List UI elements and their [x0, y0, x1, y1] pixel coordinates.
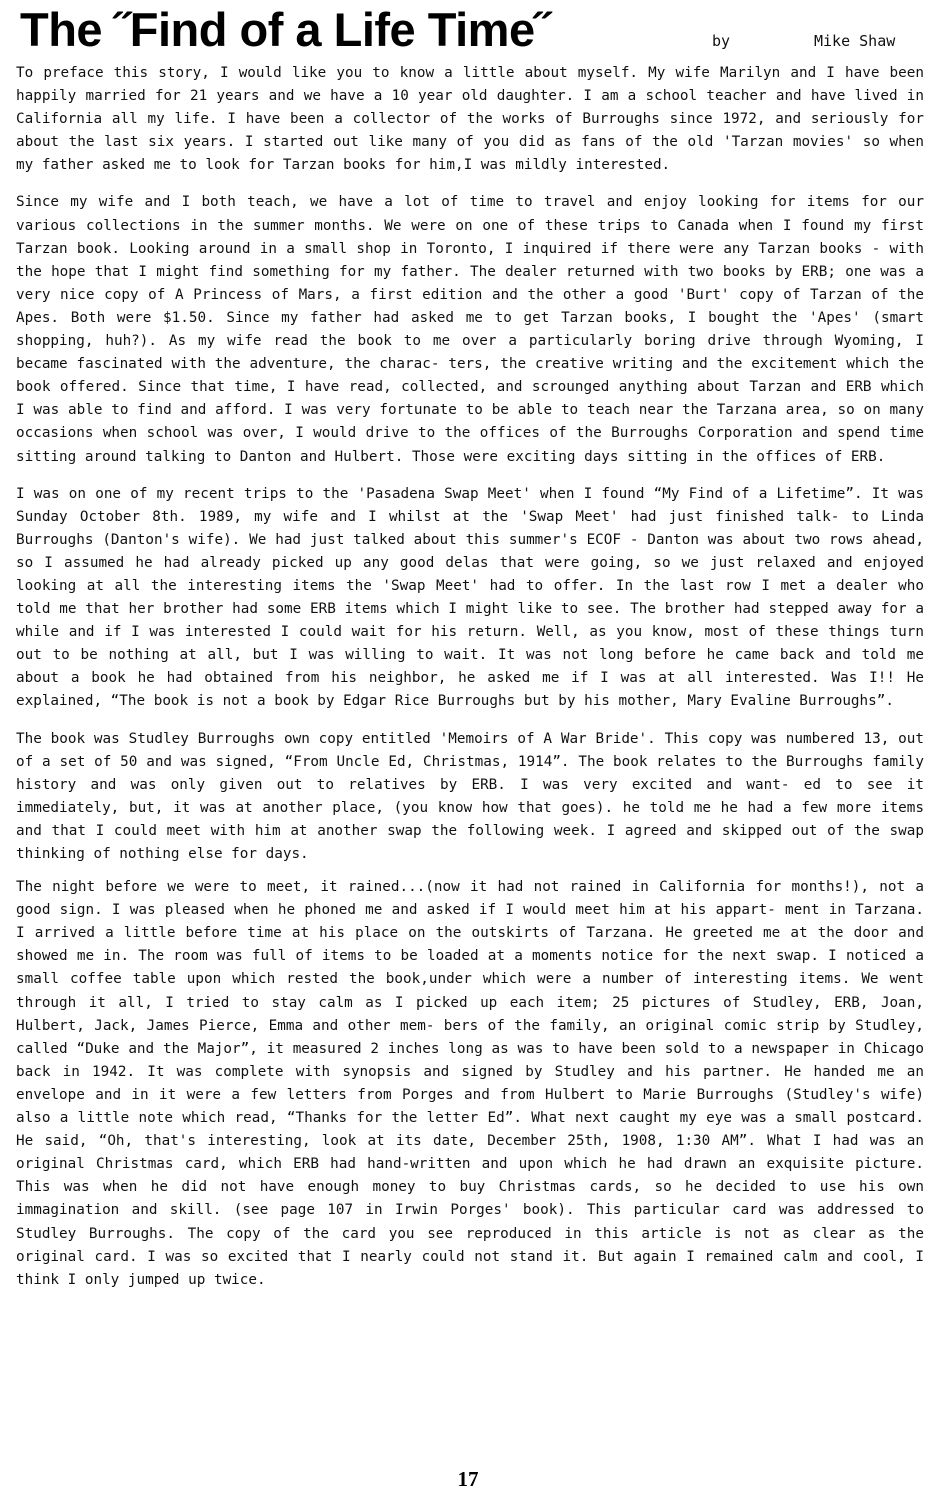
- page-number: 17: [457, 1467, 479, 1491]
- author-name: Mike Shaw: [814, 32, 896, 50]
- article-title: The ˝Find of a Life Time˝: [20, 3, 550, 56]
- byline-by: by: [712, 32, 731, 50]
- paragraph-5: The night before we were to meet, it rained...(now it had not rained in California for months!), not a good sign. I was pleased when he phoned me and asked if I would meet him at his appart- ment in Tarzana. I arrived a little before time at his place on the outskirts of Tarzana. He greeted me at the door and showed me in. The room was full of items to be loaded at a moments notice for the next swap. I noticed a small coffee table upon which rested the book,under which were a number of interesting items. We went through it all, I tried to stay calm as I picked up each item; 25 pictures of Studley, ERB, Joan, Hulbert, Jack, James Pierce, Emma and other mem- bers of the family, an original comic strip by Studley, called “Duke and the Major”, it measured 2 inches long as was to have been sold to a newspaper in Chicago back in 1942. It was complete with synopsis and signed by Studley and his partner. He handed me an envelope and in it were a few letters from Porges and from Hulbert to Marie Burroughs (Studley's wife) also a little note which read, “Thanks for the letter Ed”. What next caught my eye was a small postcard. He said, “Oh, that's interesting, look at its date, December 25th, 1908, 1:30 AM”. What I had was an original Christmas card, which ERB had hand-written and upon which he had drawn an exquisite picture. This was when he did not have enough money to buy Christmas cards, so he decided to use his own immagination and skill. (see page 107 in Irwin Porges' book). This particular card was addressed to Studley Burroughs. The copy of the card you see reproduced in this article is not as clear as the original card. I was so excited that I nearly could not stand it. But again I remained calm and cool, I think I only jumped up twice.: [16, 879, 924, 1288]
- article-body: [16, 62, 924, 1306]
- paragraph-3: I was on one of my recent trips to the 'Pasadena Swap Meet' when I found “My Find of a Lifetime”. It was Sunday October 8th. 1989, my wife and I whilst at the 'Swap Meet' had just finished talk- to Linda Burroughs (Danton's wife). We had just talked about this summer's ECOF - Danton was about two rows ahead, so I assumed he had already picked up any good delas that were going, so we just relaxed and enjoyed looking at all the interesting items the 'Swap Meet' had to offer. In the last row I met a dealer who told me that her brother had some ERB items which I might like to see. The brother had stepped away for a while and if I was interested I could wait for his return. Well, as you know, most of these things turn out to be nothing at all, but I was willing to wait. It was not long before he came back and told me about a book he had obtained from his neighbor, he asked me if I was at all interested. Was I!! He explained, “The book is not a book by Edgar Rice Burroughs but by his mother, Mary Evaline Burroughs”.: [16, 485, 924, 710]
- paragraph-2: Since my wife and I both teach, we have a lot of time to travel and enjoy looking for items for our various collections in the summer months. We were on one of these trips to Canada when I found my first Tarzan book. Looking around in a small shop in Toronto, I inquired if there were any Tarzan books - with the hope that I might find something for my father. The dealer returned with two books by ERB; one was a very nice copy of A Princess of Mars, a first edition and the other a good 'Burt' copy of Tarzan of the Apes. Both were $1.50. Since my father had asked me to get Tarzan books, I bought the 'Apes' (smart shopping, huh?). As my wife read the book to me over a particularly boring drive through Wyoming, I became fascinated with the adventure, the charac- ters, the creative writing and the excitement which the book offered. Since that time, I have read, collected, and scrounged anything about Tarzan and ERB which I was able to find and afford. I was very fortunate to be able to teach near the Tarzana area, so on many occasions when school was over, I would drive to the offices of the Burroughs Corporation and spend time sitting around talking to Danton and Hulbert. Those were exciting days sitting in the offices of ERB.: [16, 194, 924, 465]
- article-header: [10, 2, 930, 60]
- paragraph-4: The book was Studley Burroughs own copy entitled 'Memoirs of A War Bride'. This copy was numbered 13, out of a set of 50 and was signed, “From Uncle Ed, Christmas, 1914”. The book relates to the Burroughs family history and was only given out to relatives by ERB. I was very excited and want- ed to see it immediately, but, it was at another place, (you know how that goes). he told me he had a few more items and that I could meet with him at another swap the following week. I agreed and skipped out of the swap thinking of nothing else for days.: [16, 730, 924, 862]
- paragraph-1: To preface this story, I would like you to know a little about myself. My wife Marilyn and I have been happily married for 21 years and we have a 10 year old daughter. I am a school teacher and have lived in California all my life. I have been a collector of the works of Burroughs since 1972, and seriously for about the last six years. I started out like many of you did as fans of the old 'Tarzan movies' so when my father asked me to look for Tarzan books for him,I was mildly interested.: [16, 65, 924, 174]
